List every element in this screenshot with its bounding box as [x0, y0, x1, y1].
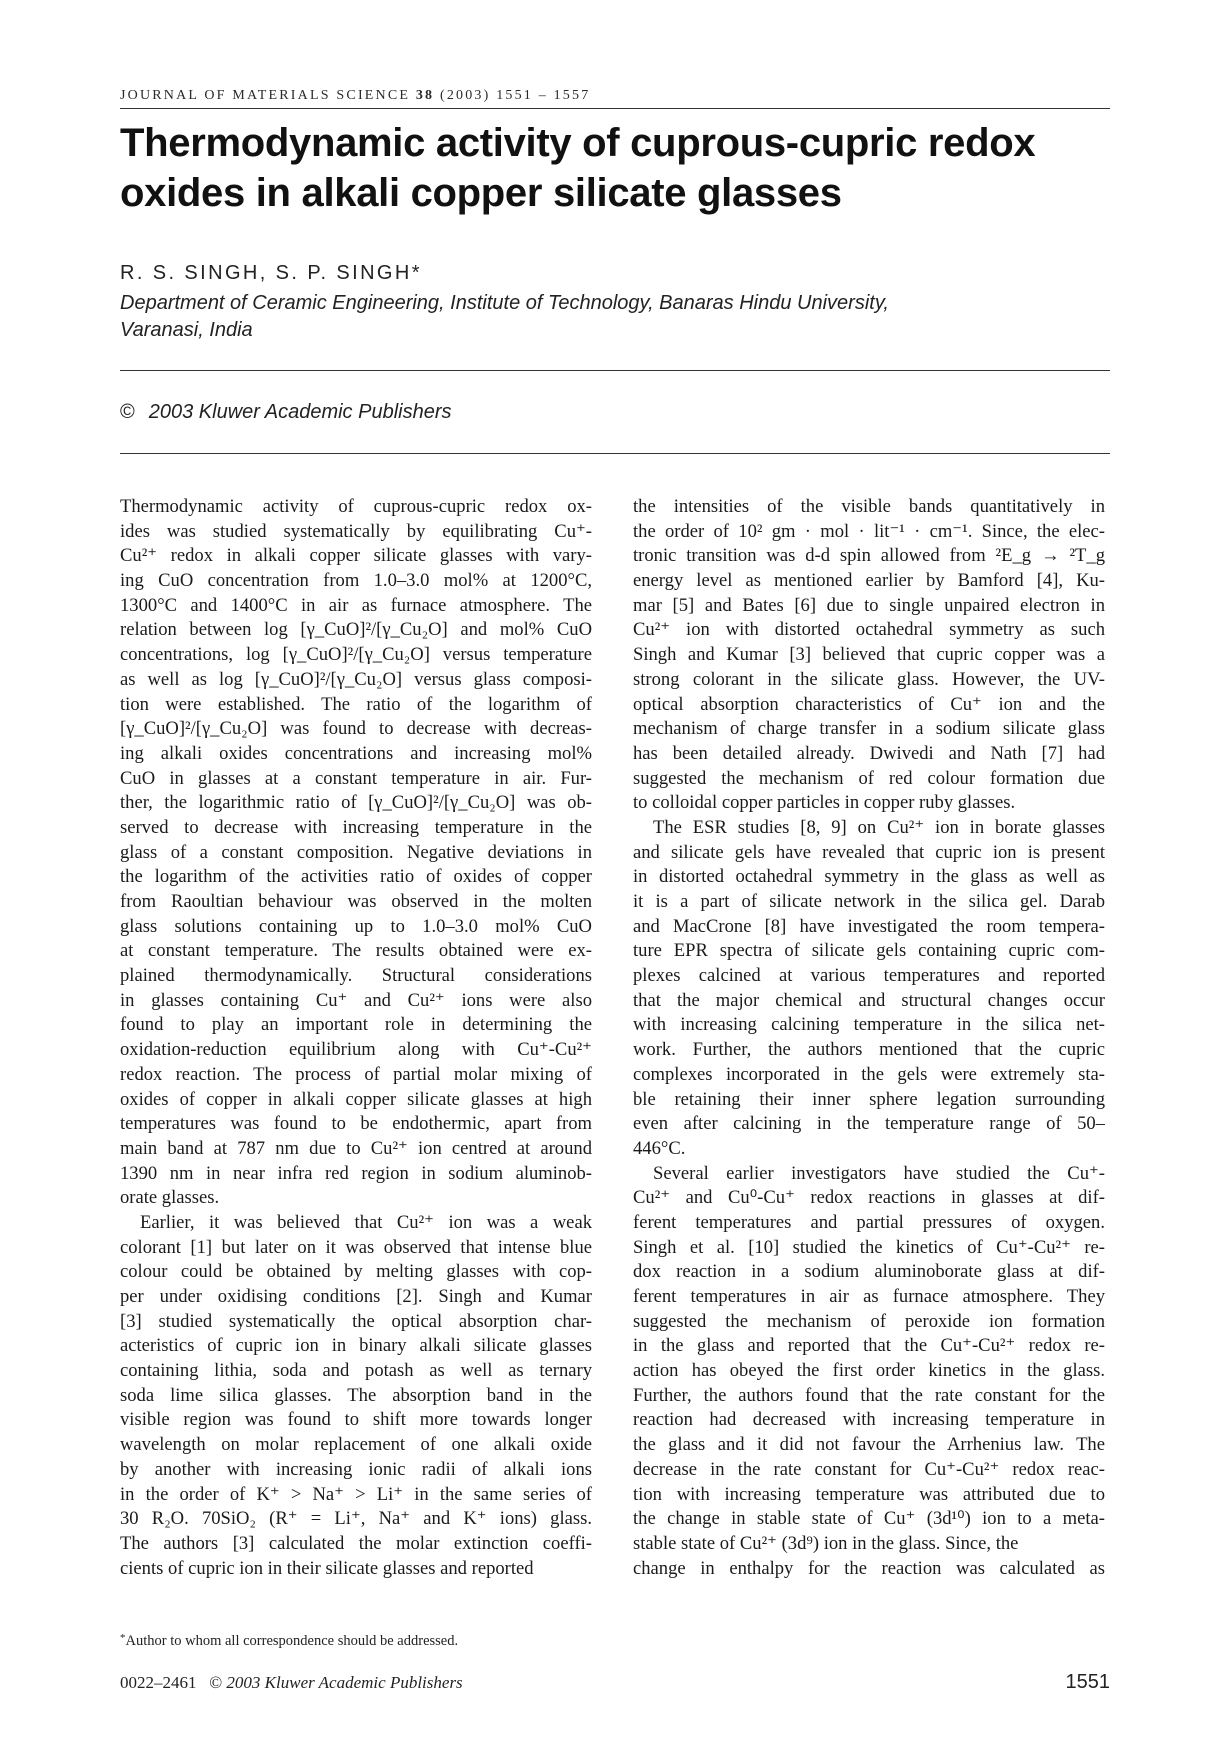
text-line: in glasses containing Cu⁺ and Cu²⁺ ions were also	[120, 989, 592, 1011]
text-line: and MacCrone [8] have investigated the room tempera-	[633, 915, 1105, 937]
footer-copyright-symbol: ©	[209, 1673, 223, 1692]
text-line: it is a part of silicate network in the silica gel. Darab	[633, 891, 1105, 912]
text-line: ture EPR spectra of silicate gels containing cupric com-	[633, 940, 1105, 962]
text-line: Further, the authors found that the rate constant for the	[633, 1384, 1105, 1406]
text-line: glass solutions containing up to 1.0–3.0 mol% CuO	[120, 915, 592, 937]
text-line: ther, the logarithmic ratio of [γ_CuO]²/[γ_Cu₂O] was ob-	[120, 792, 592, 814]
text-line: orate glasses.	[120, 1187, 220, 1209]
text-line: The ESR studies [8, 9] on Cu²⁺ ion in borate glasses	[653, 816, 1105, 838]
text-line: ble retaining their inner sphere legation surrounding	[633, 1088, 1105, 1110]
text-line: in the glass and reported that the Cu⁺-Cu²⁺ redox re-	[633, 1335, 1105, 1357]
text-line: tion with increasing temperature was attributed due to	[633, 1483, 1105, 1505]
text-line: stable state of Cu²⁺ (3d⁹) ion in the glass. Since, the	[633, 1532, 1019, 1554]
paper-title	[120, 118, 1110, 218]
text-line: reaction had decreased with increasing temperature in	[633, 1409, 1105, 1431]
text-line: complexes incorporated in the gels were extremely sta-	[633, 1063, 1105, 1085]
journal-name: JOURNAL OF MATERIALS SCIENCE	[120, 88, 411, 103]
text-line: action has obeyed the first order kinetics in the glass.	[633, 1360, 1105, 1382]
text-line: tion were established. The ratio of the logarithm of	[120, 693, 592, 715]
text-line: suggested the mechanism of red colour formation due	[633, 767, 1105, 789]
text-line: The authors [3] calculated the molar extinction coeffi-	[120, 1532, 592, 1554]
text-line: Singh et al. [10] studied the kinetics of Cu⁺-Cu²⁺ re-	[633, 1236, 1105, 1258]
footer-publisher: 2003 Kluwer Academic Publishers	[226, 1673, 463, 1692]
text-line: ferent temperatures and partial pressures of oxygen.	[633, 1211, 1105, 1233]
text-line: relation between log [γ_CuO]²/[γ_Cu₂O] and mol% CuO	[120, 619, 592, 641]
text-line: work. Further, the authors mentioned that the cupric	[633, 1039, 1105, 1061]
page-number: 1551	[1065, 1671, 1110, 1693]
text-line: redox reaction. The process of partial molar mixing of	[120, 1063, 592, 1085]
text-line: in distorted octahedral symmetry in the glass as well as	[633, 866, 1105, 888]
journal-volume: 38	[415, 88, 435, 103]
text-line: colour could be obtained by melting glasses with cop-	[120, 1261, 592, 1283]
text-line: temperatures was found to be endothermic, apart from	[120, 1113, 592, 1135]
text-line: containing lithia, soda and potash as well as ternary	[120, 1360, 592, 1382]
text-line: cients of cupric ion in their silicate glasses and reported	[120, 1557, 534, 1579]
text-line: [γ_CuO]²/[γ_Cu₂O] was found to decrease with decreas-	[120, 718, 592, 740]
left-text-column	[120, 495, 592, 1581]
copyright-symbol: ©	[120, 401, 135, 423]
text-line: 1390 nm in near infra red region in sodium aluminob-	[120, 1162, 592, 1184]
text-line: from Raoultian behaviour was observed in the molten	[120, 891, 592, 912]
affiliation	[120, 290, 1110, 344]
affiliation-line-1: Department of Ceramic Engineering, Institute of Technology, Banaras Hindu University,	[120, 292, 889, 314]
right-text-column	[633, 495, 1105, 1581]
text-line: 1300°C and 1400°C in air as furnace atmosphere. The	[120, 594, 592, 616]
text-line: ides was studied systematically by equilibrating Cu⁺-	[120, 520, 592, 542]
author-list: R. S. SINGH, S. P. SINGH*	[120, 262, 422, 284]
text-line: Cu²⁺ and Cu⁰-Cu⁺ redox reactions in glasses at dif-	[633, 1187, 1105, 1209]
text-line: CuO in glasses at a constant temperature in air. Fur-	[120, 767, 592, 789]
text-line: Singh and Kumar [3] believed that cupric copper was a	[633, 644, 1105, 666]
text-line: Several earlier investigators have studied the Cu⁺-	[653, 1162, 1105, 1184]
text-line: 30 R₂O. 70SiO₂ (R⁺ = Li⁺, Na⁺ and K⁺ ions) glass.	[120, 1508, 592, 1530]
header-rule	[120, 108, 1110, 109]
journal-header	[120, 88, 1110, 104]
text-line: has been detailed already. Dwivedi and Nath [7] had	[633, 742, 1105, 764]
title-line-2: oxides in alkali copper silicate glasses	[120, 171, 842, 215]
title-line-1: Thermodynamic activity of cuprous-cupric redox	[120, 121, 1036, 165]
abstract-rule	[120, 453, 1110, 454]
journal-year-pages: (2003) 1551 – 1557	[439, 88, 591, 103]
text-line: with increasing calcining temperature in the silica net-	[633, 1014, 1105, 1036]
text-line: main band at 787 nm due to Cu²⁺ ion centred at around	[120, 1137, 592, 1159]
text-line: oxidation-reduction equilibrium along with Cu⁺-Cu²⁺	[120, 1039, 592, 1061]
text-line: even after calcining in the temperature range of 50–	[633, 1113, 1105, 1135]
text-line: decrease in the rate constant for Cu⁺-Cu²⁺ redox reac-	[633, 1458, 1105, 1480]
text-line: Cu²⁺ redox in alkali copper silicate glasses with vary-	[120, 545, 592, 567]
footnote-marker: *	[120, 1632, 126, 1644]
text-line: the change in stable state of Cu⁺ (3d¹⁰) ion to a meta-	[633, 1508, 1105, 1530]
text-line: glass of a constant composition. Negative deviations in	[120, 841, 592, 863]
text-line: 446°C.	[633, 1137, 686, 1159]
text-line: the logarithm of the activities ratio of oxides of copper	[120, 866, 592, 888]
text-line: dox reaction in a sodium aluminoborate glass at dif-	[633, 1261, 1105, 1283]
footnote	[120, 1632, 458, 1650]
text-line: as well as log [γ_CuO]²/[γ_Cu₂O] versus glass composi-	[120, 668, 592, 690]
text-line: [3] studied systematically the optical absorption char-	[120, 1310, 592, 1332]
text-line: the order of 10² gm · mol · lit⁻¹ · cm⁻¹. Since, the elec-	[633, 520, 1105, 542]
text-line: at constant temperature. The results obtained were ex-	[120, 940, 592, 962]
text-line: ing CuO concentration from 1.0–3.0 mol% at 1200°C,	[120, 570, 592, 592]
text-line: to colloidal copper particles in copper ruby glasses.	[633, 792, 1016, 814]
affiliation-line-2: Varanasi, India	[120, 319, 253, 341]
text-line: suggested the mechanism of peroxide ion formation	[633, 1310, 1105, 1332]
issn: 0022–2461	[120, 1673, 197, 1692]
text-line: ing alkali oxides concentrations and increasing mol%	[120, 742, 592, 764]
text-line: energy level as mentioned earlier by Bamford [4], Ku-	[633, 570, 1105, 592]
text-line: per under oxidising conditions [2]. Singh and Kumar	[120, 1286, 592, 1307]
footnote-text: Author to whom all correspondence should be addressed.	[125, 1633, 459, 1649]
text-line: ferent temperatures in air as furnace atmosphere. They	[633, 1286, 1105, 1307]
page-footer-left	[120, 1673, 463, 1693]
text-line: Thermodynamic activity of cuprous-cupric redox ox-	[120, 496, 592, 517]
text-line: wavelength on molar replacement of one alkali oxide	[120, 1434, 592, 1456]
text-line: oxides of copper in alkali copper silicate glasses at high	[120, 1088, 592, 1110]
text-line: by another with increasing ionic radii of alkali ions	[120, 1458, 592, 1480]
text-line: served to decrease with increasing temperature in the	[120, 816, 592, 838]
text-line: change in enthalpy for the reaction was calculated as	[633, 1557, 1105, 1579]
text-line: plexes calcined at various temperatures and reported	[633, 965, 1105, 987]
text-line: Cu²⁺ ion with distorted octahedral symmetry as such	[633, 619, 1105, 641]
text-line: colorant [1] but later on it was observed that intense blue	[120, 1236, 592, 1258]
text-line: mar [5] and Bates [6] due to single unpaired electron in	[633, 594, 1105, 616]
text-line: visible region was found to shift more towards longer	[120, 1409, 592, 1431]
text-line: Earlier, it was believed that Cu²⁺ ion was a weak	[140, 1211, 592, 1233]
text-line: tronic transition was d-d spin allowed from ²E_g → ²T_g	[633, 545, 1105, 567]
text-line: strong colorant in the silicate glass. However, the UV-	[633, 668, 1105, 690]
text-line: and silicate gels have revealed that cupric ion is present	[633, 841, 1105, 863]
copyright-text: 2003 Kluwer Academic Publishers	[148, 401, 452, 423]
text-line: found to play an important role in determining the	[120, 1014, 592, 1036]
text-line: plained thermodynamically. Structural considerations	[120, 965, 592, 987]
text-line: the intensities of the visible bands quantitatively in	[633, 496, 1105, 517]
copyright-notice	[120, 401, 452, 424]
text-line: mechanism of charge transfer in a sodium silicate glass	[633, 718, 1105, 740]
text-line: the glass and it did not favour the Arrhenius law. The	[633, 1434, 1105, 1456]
text-line: in the order of K⁺ > Na⁺ > Li⁺ in the same series of	[120, 1483, 592, 1505]
text-line: acteristics of cupric ion in binary alkali silicate glasses	[120, 1335, 592, 1357]
text-line: concentrations, log [γ_CuO]²/[γ_Cu₂O] versus temperature	[120, 644, 592, 666]
text-line: optical absorption characteristics of Cu⁺ ion and the	[633, 693, 1105, 715]
text-line: that the major chemical and structural changes occur	[633, 989, 1105, 1011]
affiliation-rule	[120, 370, 1110, 371]
text-line: soda lime silica glasses. The absorption band in the	[120, 1384, 592, 1406]
